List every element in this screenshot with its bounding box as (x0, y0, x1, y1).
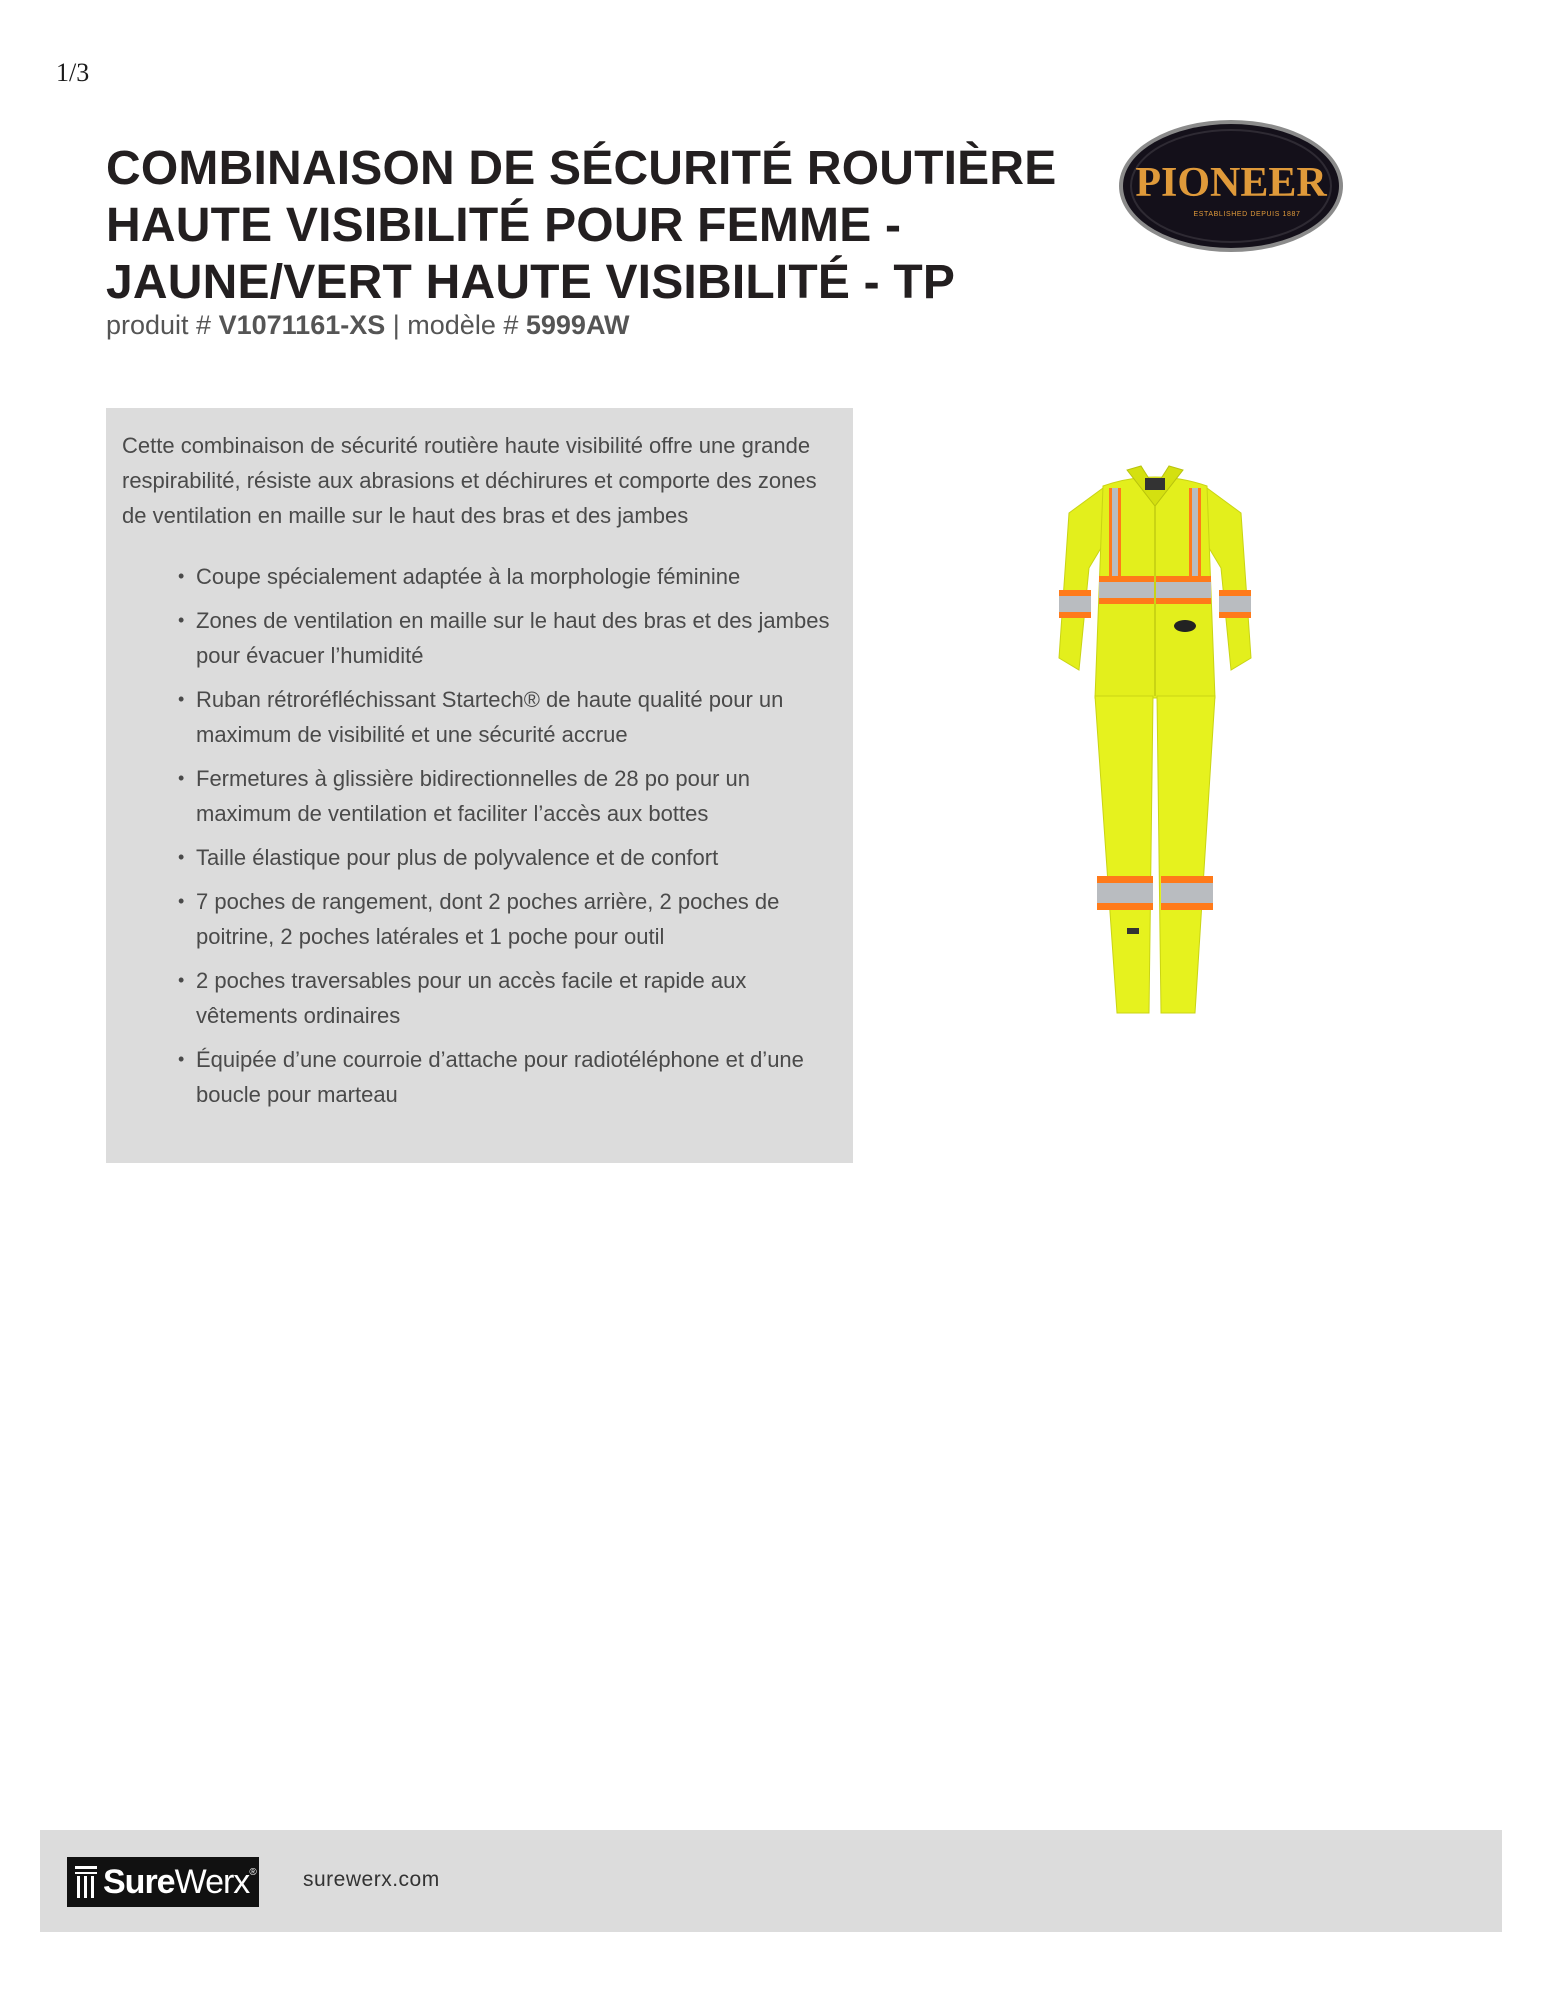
feature-text: 2 poches traversables pour un accès facile et rapide aux vêtements ordinaires (196, 968, 747, 1028)
bullet-icon: • (178, 689, 185, 709)
feature-text: Fermetures à glissière bidirectionnelles de 28 po pour un maximum de ventilation et faciliter l’accès aux bottes (196, 766, 750, 826)
feature-text: Ruban rétroréfléchissant Startech® de haute qualité pour un maximum de visibilité et une sécurité accrue (196, 687, 784, 747)
title-line: HAUTE VISIBILITÉ POUR FEMME - (106, 199, 902, 252)
product-meta (106, 310, 629, 341)
title-line: JAUNE/VERT HAUTE VISIBILITÉ - TP (106, 256, 956, 309)
pioneer-logo-wordmark: PIONEER (1135, 160, 1327, 206)
feature-text: Équipée d’une courroie d’attache pour radiotéléphone et d’une boucle pour marteau (196, 1047, 804, 1107)
surewerx-logo-sure: Sure (103, 1862, 175, 1901)
bullet-icon: • (178, 566, 185, 586)
feature-item (178, 761, 837, 831)
product-image-coverall (1045, 458, 1265, 1018)
feature-item (178, 840, 837, 875)
feature-item (178, 884, 837, 954)
feature-list (122, 559, 837, 1112)
model-number-label: modèle # (407, 310, 519, 340)
feature-text: Taille élastique pour plus de polyvalence et de confort (196, 845, 719, 870)
pioneer-logo-tagline: ESTABLISHED DEPUIS 1887 (1193, 211, 1301, 218)
bullet-icon: • (178, 891, 185, 911)
description-panel (106, 408, 853, 1163)
bullet-icon: • (178, 1049, 185, 1069)
product-title (106, 140, 1066, 311)
pioneer-logo (1117, 118, 1345, 254)
bullet-icon: • (178, 847, 185, 867)
page-number: 1/3 (56, 58, 90, 87)
feature-item (178, 963, 837, 1033)
model-number: 5999AW (525, 310, 630, 340)
registered-mark: ® (249, 1867, 257, 1878)
surewerx-logo (67, 1857, 259, 1907)
footer-website-link[interactable]: surewerx.com (303, 1868, 440, 1891)
product-number: V1071161-XS (218, 310, 386, 340)
surewerx-mark-icon (73, 1862, 99, 1902)
bullet-icon: • (178, 768, 185, 788)
feature-item (178, 559, 837, 594)
feature-item (178, 682, 837, 752)
feature-item (178, 1042, 837, 1112)
feature-text: Zones de ventilation en maille sur le haut des bras et des jambes pour évacuer l’humidité (196, 608, 830, 668)
feature-item (178, 603, 837, 673)
footer (40, 1830, 1502, 1932)
feature-text: 7 poches de rangement, dont 2 poches arrière, 2 poches de poitrine, 2 poches latérales et 1 poche pour outil (196, 889, 780, 949)
title-line: COMBINAISON DE SÉCURITÉ ROUTIÈRE (106, 142, 1057, 195)
bullet-icon: • (178, 970, 185, 990)
meta-separator: | (392, 310, 400, 340)
feature-text: Coupe spécialement adaptée à la morphologie féminine (196, 564, 741, 589)
product-number-label: produit # (106, 310, 212, 340)
product-description: Cette combinaison de sécurité routière haute visibilité offre une grande respirabilité, résiste aux abrasions et déchirures et comporte des zones de ventilation en maille sur le haut des bras et des jambes (122, 433, 817, 528)
surewerx-logo-werx: Werx (174, 1862, 250, 1901)
bullet-icon: • (178, 610, 185, 630)
